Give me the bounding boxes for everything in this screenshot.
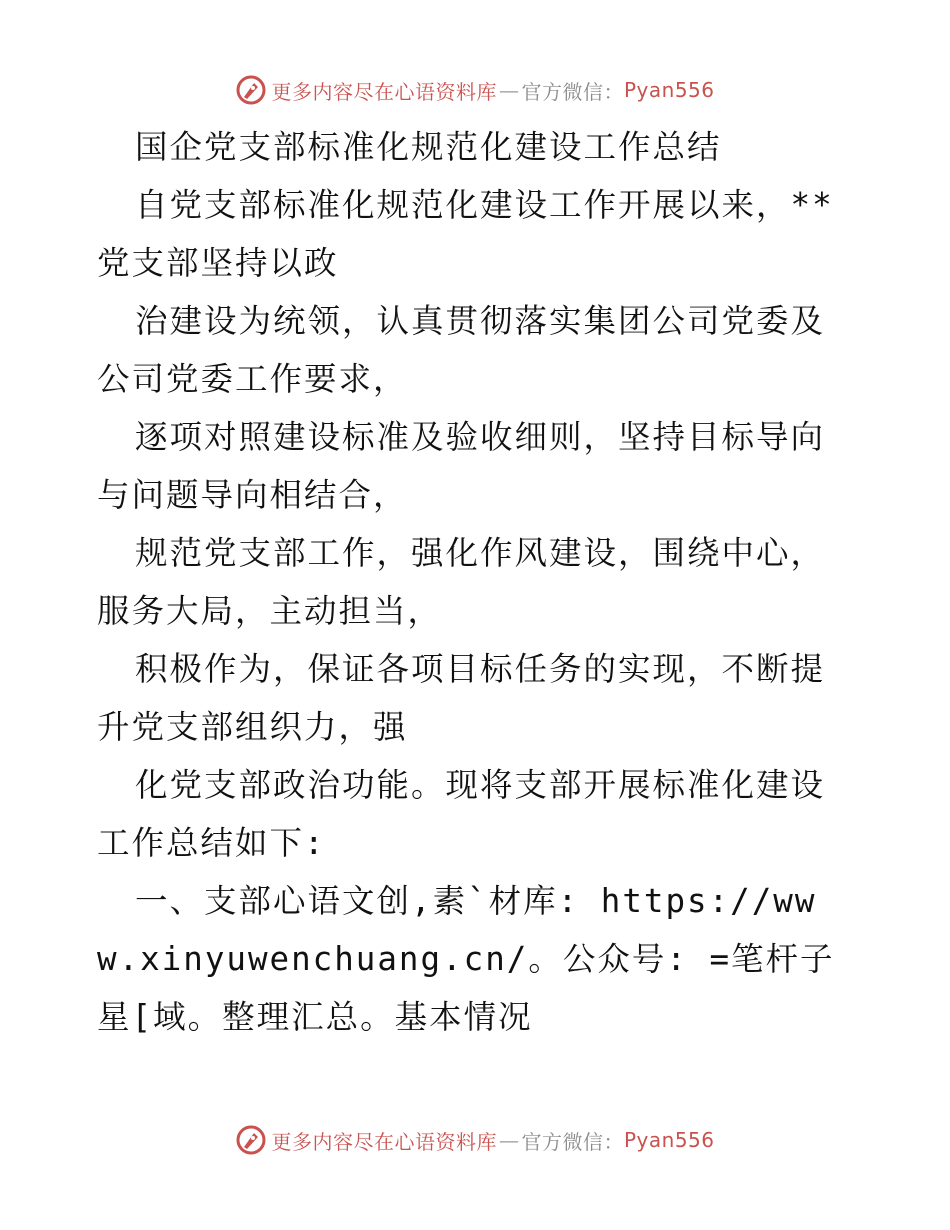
watermark-handle: Pyan556: [623, 78, 715, 102]
paragraph-6: 化党支部政治功能。现将支部开展标准化建设工作总结如下:: [97, 766, 826, 862]
document-body: [97, 118, 857, 1046]
pen-nib-logo-icon: [235, 74, 267, 106]
paragraph-1: 自党支部标准化规范化建设工作开展以来，**党支部坚持以政: [97, 186, 834, 282]
paragraph-7: 一、支部心语文创,素`材库: https://www.xinyuwenchuang.cn/。公众号: =笔杆子星[域。整理汇总。基本情况: [97, 882, 835, 1036]
watermark-text: 更多内容尽在心语资料库: [271, 79, 497, 104]
watermark-line: [235, 1124, 714, 1156]
paragraph-5: 积极作为，保证各项目标任务的实现，不断提升党支部组织力，强: [97, 650, 826, 746]
pen-nib-logo-icon: [235, 1124, 267, 1156]
watermark-brand: 官方微信：: [521, 79, 624, 104]
footer-watermark: [0, 1120, 950, 1160]
paragraph-4: 规范党支部工作，强化作风建设，围绕中心，服务大局，主动担当，: [97, 534, 826, 630]
watermark-line: [235, 74, 714, 106]
watermark-dash: —: [498, 1128, 520, 1152]
paragraph-2: 治建设为统领，认真贯彻落实集团公司党委及公司党委工作要求，: [97, 302, 826, 398]
watermark-handle: Pyan556: [623, 1128, 715, 1152]
header-watermark: [0, 70, 950, 110]
document-title: 国企党支部标准化规范化建设工作总结: [135, 128, 722, 166]
paragraph-3: 逐项对照建设标准及验收细则，坚持目标导向与问题导向相结合，: [97, 418, 826, 514]
watermark-dash: —: [498, 78, 520, 102]
watermark-brand: 官方微信：: [521, 1129, 624, 1154]
watermark-text: 更多内容尽在心语资料库: [271, 1129, 497, 1154]
